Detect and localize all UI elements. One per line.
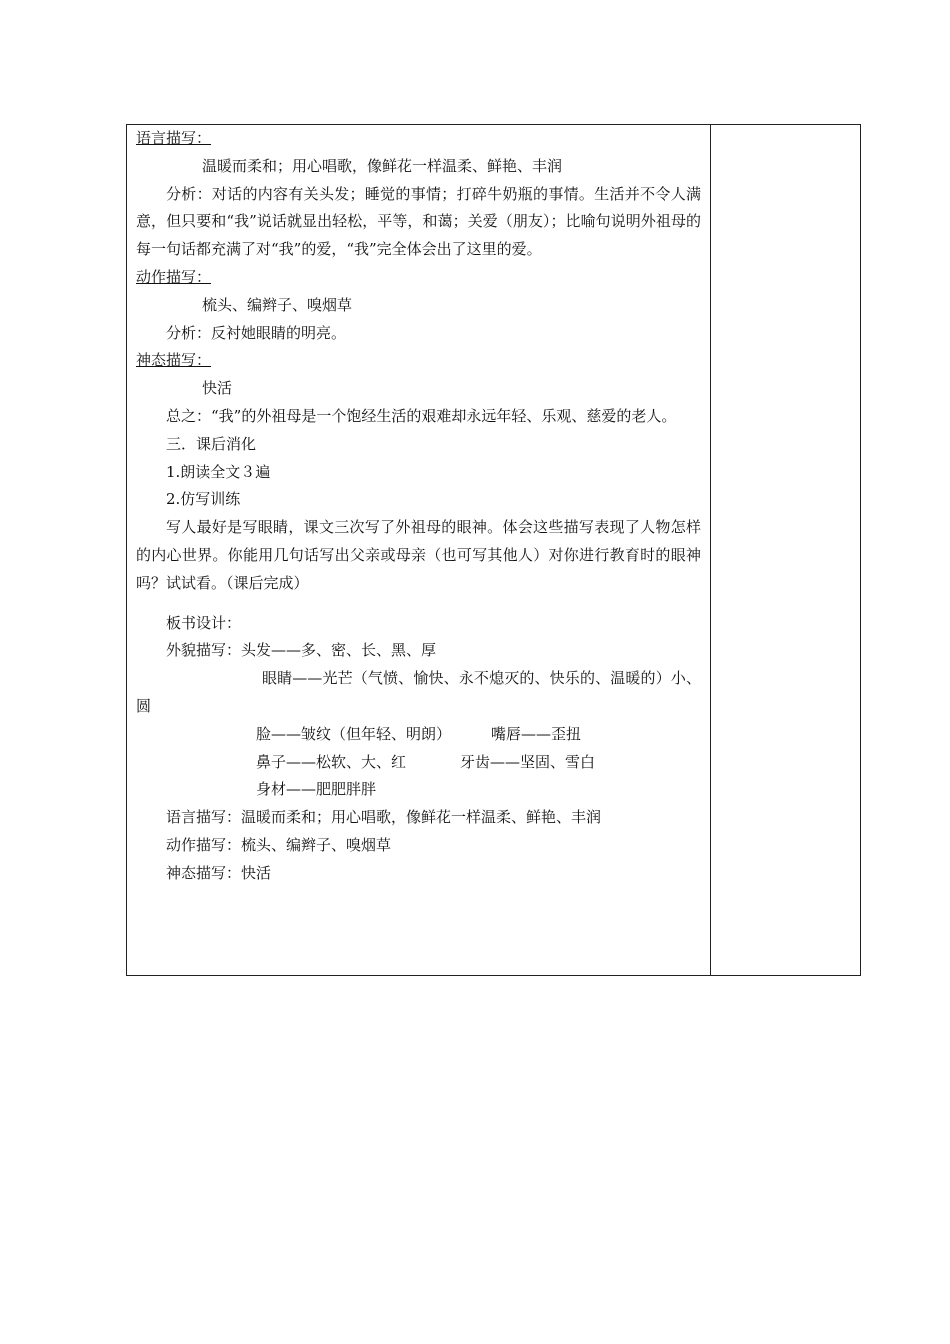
board-eyes: 眼睛——光芒（气愤、愉快、永不熄灭的、快乐的、温暖的）小、圆 bbox=[136, 669, 701, 715]
board-language: 语言描写：温暖而柔和；用心唱歌，像鲜花一样温柔、鲜艳、丰润 bbox=[166, 808, 602, 827]
board-face: 脸——皱纹（但年轻、明朗） bbox=[256, 724, 452, 743]
language-heading: 语言描写： bbox=[136, 129, 212, 147]
board-appearance-label: 外貌描写： bbox=[166, 641, 242, 660]
content-cell bbox=[136, 125, 701, 888]
after-class-item-2: 2.仿写训练 bbox=[166, 490, 241, 509]
board-action: 动作描写：梳头、编辫子、嗅烟草 bbox=[166, 835, 392, 854]
board-body: 身材——肥肥胖胖 bbox=[256, 780, 377, 799]
action-heading: 动作描写： bbox=[136, 267, 212, 286]
board-title: 板书设计： bbox=[166, 613, 242, 632]
summary-paragraph: 总之：“我”的外祖母是一个饱经生活的艰难却永远年轻、乐观、慈爱的老人。 bbox=[166, 406, 677, 425]
board-expression: 神态描写：快活 bbox=[166, 863, 272, 882]
board-nose: 鼻子——松软、大、红 bbox=[256, 752, 407, 771]
column-divider bbox=[710, 125, 711, 975]
board-face-row bbox=[136, 721, 701, 749]
board-teeth: 牙齿——坚固、雪白 bbox=[460, 752, 596, 771]
action-quote: 梳头、编辫子、嗅烟草 bbox=[202, 295, 353, 314]
spacer bbox=[136, 598, 701, 610]
board-nose-row bbox=[136, 749, 701, 777]
expression-heading: 神态描写： bbox=[136, 351, 212, 370]
after-class-title: 三．课后消化 bbox=[166, 434, 257, 453]
after-class-task: 写人最好是写眼睛，课文三次写了外祖母的眼神。体会这些描写表现了人物怎样的内心世界。你能用几句话写出父亲或母亲（也可写其他人）对你进行教育时的眼神吗？试试看。（课后完成） bbox=[136, 518, 701, 592]
lesson-table bbox=[126, 124, 861, 976]
language-quote: 温暖而柔和；用心唱歌，像鲜花一样温柔、鲜艳、丰润 bbox=[202, 156, 563, 175]
language-analysis: 分析：对话的内容有关头发；睡觉的事情；打碎牛奶瓶的事情。生活并不令人满意，但只要和“我”说话就显出轻松，平等，和蔼；关爱（朋友）；比喻句说明外祖母的每一句话都充满了对“我”的爱，“我”完全体会出了这里的爱。 bbox=[136, 184, 701, 259]
action-analysis: 分析：反衬她眼睛的明亮。 bbox=[166, 323, 347, 342]
after-class-item-1: 1.朗读全文３遍 bbox=[166, 462, 271, 481]
board-hair: 头发——多、密、长、黑、厚 bbox=[241, 641, 437, 660]
board-lips: 嘴唇——歪扭 bbox=[491, 724, 582, 743]
board-appearance-row bbox=[136, 637, 701, 665]
expression-quote: 快活 bbox=[202, 379, 233, 398]
